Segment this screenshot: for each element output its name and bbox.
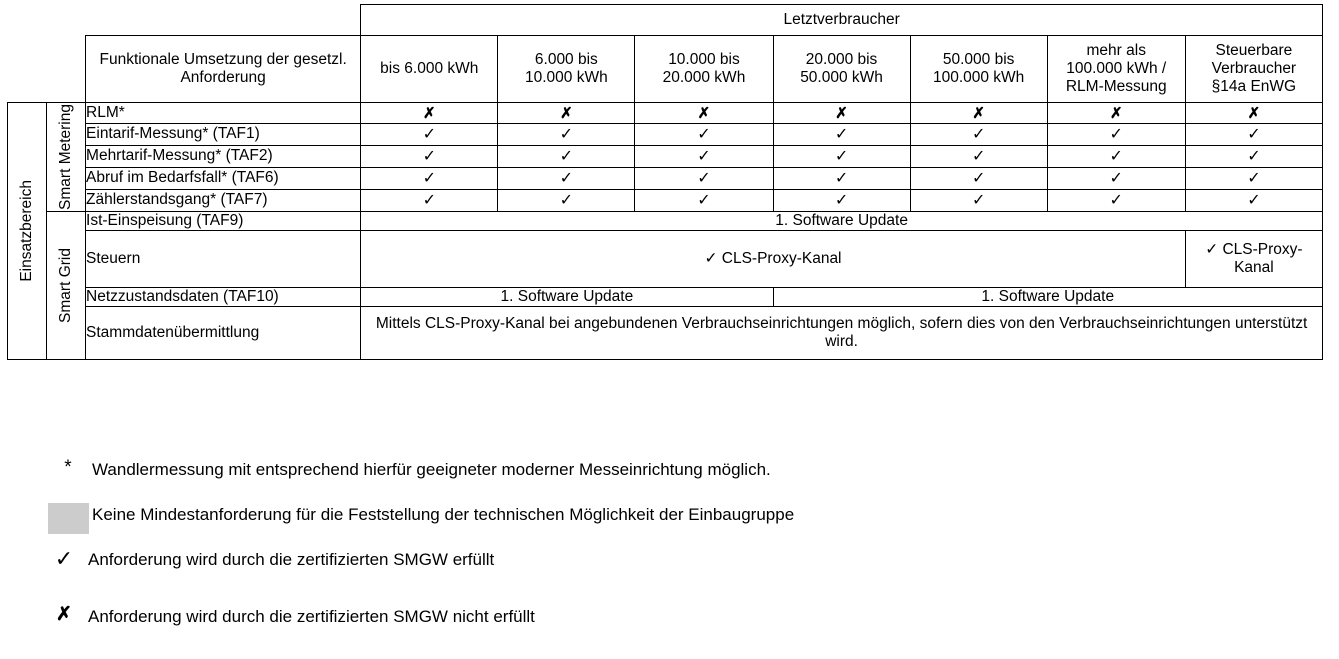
cell-mark: ✗	[697, 105, 711, 122]
legend-text-shaded: Keine Mindestanforderung für die Feststellung der technischen Möglichkeit der Einbaugruppe	[92, 505, 795, 524]
cell-mark: ✗	[1247, 105, 1261, 122]
column-header-mehr-100000	[1047, 36, 1185, 103]
row-label-taf10: Netzzustandsdaten (TAF10)	[86, 287, 361, 306]
column-header-line2: 100.000 kWh /	[1066, 59, 1167, 77]
cell-taf6-mehr-100000	[1047, 167, 1185, 189]
cell-rlm-20000-50000	[773, 103, 910, 124]
compatibility-matrix-table	[7, 4, 1323, 360]
cell-mark: ✓	[834, 126, 849, 144]
legend-text-cross: Anforderung wird durch die zertifizierten SMGW nicht erfüllt	[88, 607, 535, 626]
cross-icon	[0, 605, 88, 624]
cell-mark: ✓	[697, 169, 711, 187]
row-label-taf9: Ist-Einspeisung (TAF9)	[86, 211, 361, 230]
cell-mark: ✓	[559, 169, 574, 187]
cell-mark: ✓	[1109, 169, 1123, 187]
cell-mark: ✓	[1247, 191, 1261, 209]
matrix-group-header-row	[8, 5, 1323, 36]
cell-mark: ✓	[422, 126, 436, 144]
row-label-steuern: Steuern	[86, 230, 361, 287]
table-row-taf9	[8, 211, 1323, 230]
spacer-cell	[86, 5, 361, 36]
cell-steuern-cls-proxy-kanal: ✓ CLS-Proxy-Kanal	[361, 230, 1186, 287]
asterisk-glyph: *	[64, 457, 72, 478]
cross-glyph: ✗	[56, 604, 72, 625]
row-label-stammdaten: Stammdatenübermittlung	[86, 307, 361, 360]
legend-item-shaded	[0, 503, 1339, 548]
cell-mark: ✗	[422, 105, 436, 122]
spacer-cell	[47, 5, 86, 36]
cell-rlm-50000-100000	[910, 103, 1047, 124]
column-header-line1: 6.000 bis	[534, 50, 598, 68]
cell-taf2-10000-20000	[635, 145, 773, 167]
column-header-line3: §14a EnWG	[1211, 78, 1297, 96]
check-glyph: ✓	[54, 546, 74, 571]
cell-mark: ✓	[971, 147, 986, 165]
table-row-taf2	[8, 145, 1323, 167]
cell-mark: ✗	[835, 105, 848, 122]
cell-mark: ✓	[971, 191, 986, 209]
column-header-10000-20000	[635, 36, 773, 103]
row-label-taf2: Mehrtarif-Messung* (TAF2)	[86, 145, 361, 167]
cell-mark: ✓	[422, 147, 436, 165]
cell-taf2-mehr-100000	[1047, 145, 1185, 167]
cell-mark: ✓	[697, 147, 711, 165]
legend-item-footnote-star	[0, 458, 1339, 503]
cell-taf7-20000-50000	[773, 189, 910, 211]
cell-mark: ✓	[834, 147, 849, 165]
cell-taf7-steuerbare-14a	[1185, 189, 1322, 211]
cell-mark: ✗	[560, 105, 573, 122]
cell-mark: ✓	[422, 191, 436, 209]
cell-mark: ✓	[1109, 126, 1123, 144]
cell-taf7-10000-20000	[635, 189, 773, 211]
cell-taf2-steuerbare-14a	[1185, 145, 1322, 167]
column-header-bis-6000	[361, 36, 498, 103]
legend-container	[0, 458, 1339, 650]
cell-mark: ✓	[559, 126, 574, 144]
cell-taf6-10000-20000	[635, 167, 773, 189]
row-label-taf1: Eintarif-Messung* (TAF1)	[86, 124, 361, 146]
table-row-rlm	[8, 103, 1323, 124]
section-label-smart-grid	[47, 211, 86, 360]
cell-mark: ✓	[1247, 126, 1261, 144]
column-header-line2: 10.000 kWh	[525, 69, 608, 86]
cell-taf6-bis-6000	[361, 167, 498, 189]
cell-taf2-50000-100000	[910, 145, 1047, 167]
spacer-cell	[47, 36, 86, 103]
cell-taf1-10000-20000	[635, 124, 773, 146]
cell-taf10-software-update-right: 1. Software Update	[773, 287, 1323, 306]
legend-text-check: Anforderung wird durch die zertifizierten SMGW erfüllt	[88, 550, 495, 569]
column-header-20000-50000	[773, 36, 910, 103]
cell-taf6-20000-50000	[773, 167, 910, 189]
table-row-taf1	[8, 124, 1323, 146]
asterisk-icon	[0, 458, 92, 477]
column-header-6000-10000	[498, 36, 635, 103]
column-header-line3: RLM-Messung	[1065, 78, 1167, 96]
cell-mark: ✓	[697, 191, 711, 209]
cell-taf1-6000-10000	[498, 124, 635, 146]
legend-text-footnote-star: Wandlermessung mit entsprechend hierfür geeigneter moderner Messeinrichtung möglich.	[92, 460, 771, 479]
cell-mark: ✗	[972, 105, 985, 122]
cell-rlm-10000-20000	[635, 103, 773, 124]
cell-taf10-software-update-left: 1. Software Update	[361, 287, 773, 306]
axis-label-einsatzbereich-text: Einsatzbereich	[17, 180, 35, 282]
column-header-line1: bis 6.000 kWh	[380, 59, 479, 77]
legend-item-cross	[0, 605, 1339, 650]
column-header-line2: 20.000 kWh	[662, 69, 746, 86]
column-header-line1: 50.000 bis	[942, 50, 1015, 68]
cell-taf1-bis-6000	[361, 124, 498, 146]
cell-mark: ✓	[422, 169, 436, 187]
cell-taf2-6000-10000	[498, 145, 635, 167]
cell-mark: ✓	[1109, 147, 1123, 165]
legend-item-check	[0, 548, 1339, 593]
table-row-taf10	[8, 287, 1323, 306]
gray-swatch	[48, 503, 89, 534]
cell-rlm-steuerbare-14a	[1185, 103, 1322, 124]
cell-taf6-50000-100000	[910, 167, 1047, 189]
cell-mark: ✓	[971, 169, 986, 187]
column-header-line2: Verbraucher	[1211, 59, 1297, 77]
axis-label-einsatzbereich	[8, 103, 47, 360]
section-label-smart-metering-text: Smart Metering	[56, 103, 74, 210]
column-header-line1: 20.000 bis	[805, 50, 878, 68]
cell-rlm-mehr-100000	[1047, 103, 1185, 124]
cell-taf9-software-update: 1. Software Update	[361, 211, 1323, 230]
cell-stammdaten-note: Mittels CLS-Proxy-Kanal bei angebundenen Verbrauchseinrichtungen möglich, sofern dies von den Verbrauchseinrichtungen unterstützt wird.	[361, 307, 1323, 360]
column-header-50000-100000	[910, 36, 1047, 103]
cell-taf7-6000-10000	[498, 189, 635, 211]
table-row-stammdaten	[8, 307, 1323, 360]
cell-taf6-steuerbare-14a	[1185, 167, 1322, 189]
section-label-smart-grid-text: Smart Grid	[56, 247, 74, 323]
cell-mark: ✓	[971, 126, 986, 144]
cell-mark: ✓	[697, 126, 711, 144]
cell-taf2-bis-6000	[361, 145, 498, 167]
cell-rlm-bis-6000	[361, 103, 498, 124]
cell-mark: ✓	[559, 147, 574, 165]
cell-mark: ✓	[834, 191, 849, 209]
column-header-line2: 50.000 kWh	[800, 69, 883, 86]
column-header-funktionale-umsetzung-text: Funktionale Umsetzung der gesetzl. Anforderung	[99, 50, 347, 86]
cell-mark: ✗	[1109, 105, 1123, 122]
gray-swatch-icon	[0, 503, 92, 534]
cell-taf7-mehr-100000	[1047, 189, 1185, 211]
column-header-line2: 100.000 kWh	[932, 69, 1025, 86]
cell-rlm-6000-10000	[498, 103, 635, 124]
row-label-taf6: Abruf im Bedarfsfall* (TAF6)	[86, 167, 361, 189]
cell-taf6-6000-10000	[498, 167, 635, 189]
cell-steuern-14a-cls-proxy-kanal: ✓ CLS-Proxy-Kanal	[1185, 230, 1322, 287]
compatibility-matrix-container	[7, 4, 1323, 360]
table-row-taf7	[8, 189, 1323, 211]
column-header-line1: Steuerbare	[1215, 41, 1293, 59]
spacer-cell	[8, 36, 47, 103]
table-row-steuern	[8, 230, 1323, 287]
spacer-cell	[8, 5, 47, 36]
cell-taf2-20000-50000	[773, 145, 910, 167]
cell-mark: ✓	[1247, 147, 1261, 165]
cell-taf1-20000-50000	[773, 124, 910, 146]
column-header-line1: 10.000 bis	[668, 50, 740, 68]
row-label-taf7: Zählerstandsgang* (TAF7)	[86, 189, 361, 211]
column-header-line1: mehr als	[1086, 41, 1146, 59]
group-header-letztverbraucher: Letztverbraucher	[361, 5, 1323, 36]
cell-taf1-mehr-100000	[1047, 124, 1185, 146]
table-row-taf6	[8, 167, 1323, 189]
section-label-smart-metering	[47, 103, 86, 212]
cell-taf1-steuerbare-14a	[1185, 124, 1322, 146]
cell-taf7-50000-100000	[910, 189, 1047, 211]
cell-taf1-50000-100000	[910, 124, 1047, 146]
row-label-rlm: RLM*	[86, 103, 361, 124]
cell-mark: ✓	[834, 169, 849, 187]
column-header-steuerbare-14a	[1185, 36, 1322, 103]
cell-taf7-bis-6000	[361, 189, 498, 211]
cell-mark: ✓	[559, 191, 574, 209]
check-icon	[0, 548, 88, 570]
cell-mark: ✓	[1247, 169, 1261, 187]
column-header-funktionale-umsetzung	[86, 36, 361, 103]
matrix-column-header-row	[8, 36, 1323, 103]
cell-mark: ✓	[1109, 191, 1123, 209]
